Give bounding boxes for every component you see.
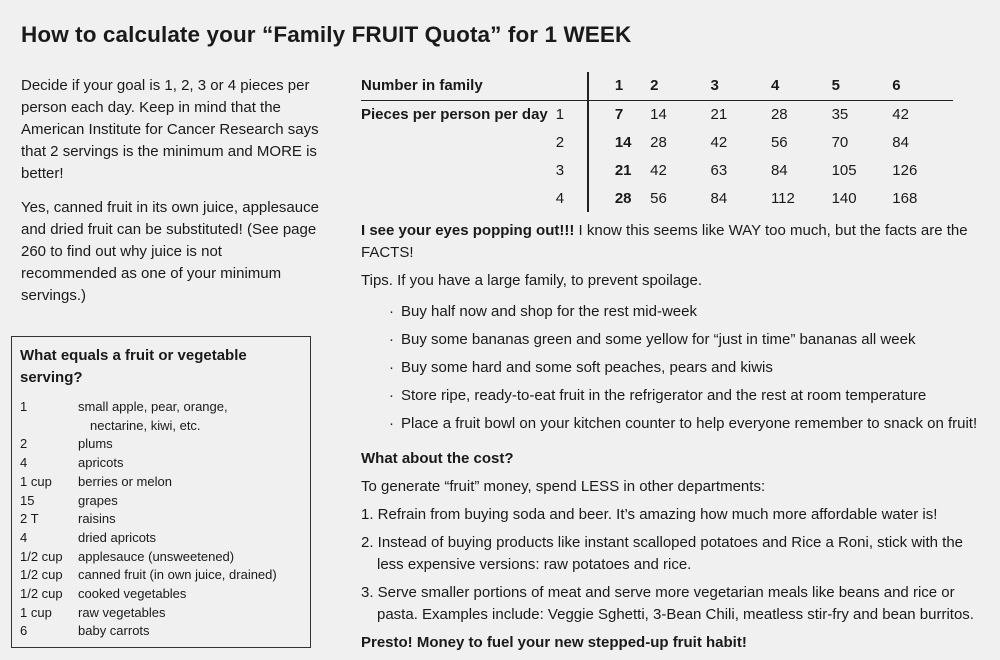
serving-item-text: applesauce (unsweetened) <box>78 548 235 564</box>
tip-item <box>361 382 991 410</box>
serving-qty: 4 <box>20 529 28 545</box>
tip-text: Buy half now and shop for the rest mid-week <box>401 303 697 320</box>
serving-qty: 6 <box>20 623 28 639</box>
quota-table <box>361 72 953 212</box>
serving-item <box>78 548 310 567</box>
quota-cell: 42 <box>650 161 667 179</box>
serving-item <box>78 529 310 548</box>
bullet-icon: · <box>389 387 394 404</box>
quota-row <box>361 128 953 156</box>
serving-qty: 1/2 cup <box>20 586 63 602</box>
serving-item-text: plums <box>78 436 113 452</box>
quota-cell: 28 <box>650 133 667 151</box>
serving-item <box>78 435 310 454</box>
quota-cell: 126 <box>892 161 918 179</box>
page-title: How to calculate your “Family FRUIT Quota” for 1 WEEK <box>21 22 632 47</box>
cost-step: 2. Instead of buying products like instant scalloped potatoes and Rice a Roni, stick with the less expensive versions: raw potatoes and rice. <box>361 534 964 573</box>
serving-item <box>78 473 310 492</box>
cost-step: 3. Serve smaller portions of meat and serve more vegetarian meals like beans and rice or pasta. Examples include: Veggie Sghetti, 3-Bean Chili, meatless stir-fry and bean burritos. <box>361 584 974 623</box>
quota-cell: 105 <box>831 161 857 179</box>
serving-list <box>20 398 310 641</box>
quota-cell: 21 <box>710 105 728 123</box>
serving-qty: 1/2 cup <box>20 548 63 564</box>
serving-item-text: raw vegetables <box>78 604 166 620</box>
cost-steps <box>361 504 991 626</box>
per-day-value: 4 <box>555 189 565 207</box>
quota-cell: 14 <box>650 105 667 123</box>
family-size-header: 3 <box>711 72 771 100</box>
tip-text: Buy some hard and some soft peaches, pears and kiwis <box>401 359 773 376</box>
substitution-paragraph: Yes, canned fruit in its own juice, applesauce and dried fruit can be substituted! (See page 260 to find out why juice is not recommended as one of your minimum servings.) <box>21 199 319 304</box>
family-size-header: 4 <box>771 72 832 100</box>
serving-qty: 1/2 cup <box>20 567 63 583</box>
serving-qty: 1 <box>20 399 28 414</box>
quota-cell: 28 <box>588 184 650 212</box>
row-label <box>361 184 556 212</box>
serving-row <box>20 435 310 454</box>
serving-row <box>20 398 310 435</box>
header-label: Number in family <box>361 72 588 100</box>
serving-item-text: dried apricots <box>78 529 157 545</box>
quota-row <box>361 184 953 212</box>
serving-item-text: raisins <box>78 511 116 527</box>
quota-row <box>361 156 953 184</box>
quota-cell: 42 <box>892 105 909 123</box>
serving-item-text: baby carrots <box>78 623 150 639</box>
serving-row <box>20 529 310 548</box>
family-size-header: 2 <box>650 72 710 100</box>
popping-note-bold: I see your eyes popping out!!! <box>361 222 575 239</box>
quota-column <box>361 72 991 654</box>
row-label <box>361 156 556 184</box>
quota-row <box>361 100 953 128</box>
cost-heading: What about the cost? <box>361 450 514 467</box>
quota-cell: 63 <box>710 161 728 179</box>
serving-item <box>78 585 310 604</box>
bullet-icon: · <box>389 331 394 348</box>
quota-cell: 84 <box>892 133 909 151</box>
quota-cell: 168 <box>892 189 918 207</box>
tip-item <box>361 326 991 354</box>
serving-heading: What equals a fruit or vegetable serving? <box>20 347 247 386</box>
serving-qty: 1 cup <box>20 473 52 489</box>
serving-row <box>20 510 310 529</box>
serving-item-text: small apple, pear, orange, <box>78 399 228 414</box>
serving-item <box>78 492 310 511</box>
per-day-value: 3 <box>555 161 565 179</box>
goal-paragraph: Decide if your goal is 1, 2, 3 or 4 pieces per person each day. Keep in mind that the American Institute for Cancer Research says that 2 servings is the minimum and MORE is better! <box>21 77 319 182</box>
serving-box <box>11 336 311 648</box>
cost-step: 1. Refrain from buying soda and beer. It’s amazing how much more affordable water is! <box>361 506 938 523</box>
tip-item <box>361 410 991 438</box>
tips-intro: Tips. If you have a large family, to prevent spoilage. <box>361 272 703 289</box>
serving-item <box>78 454 310 473</box>
serving-row <box>20 548 310 567</box>
per-day-value: 2 <box>555 133 565 151</box>
tip-item <box>361 298 991 326</box>
serving-item-text: canned fruit (in own juice, drained) <box>78 567 277 583</box>
quota-cell: 56 <box>770 133 788 151</box>
tip-text: Buy some bananas green and some yellow for “just in time” bananas all week <box>401 331 916 348</box>
tip-text: Store ripe, ready-to-eat fruit in the refrigerator and the rest at room temperature <box>401 387 927 404</box>
quota-cell: 21 <box>588 156 650 184</box>
serving-item <box>78 604 310 623</box>
quota-cell: 70 <box>831 133 849 151</box>
serving-row <box>20 622 310 641</box>
quota-cell: 35 <box>831 105 849 123</box>
family-size-header: 6 <box>892 72 953 100</box>
serving-qty: 2 T <box>20 511 39 527</box>
family-size-header: 1 <box>588 72 650 100</box>
serving-item <box>78 622 310 641</box>
serving-row <box>20 604 310 623</box>
row-label: Pieces per person per day <box>361 105 548 123</box>
serving-row <box>20 566 310 585</box>
popping-note-rest: I know this seems like WAY too much, but the facts are the FACTS! <box>361 222 968 261</box>
row-label <box>361 128 556 156</box>
per-day-value: 1 <box>555 105 565 123</box>
bullet-icon: · <box>389 359 394 376</box>
serving-item <box>78 510 310 529</box>
quota-cell: 112 <box>770 189 795 207</box>
quota-cell: 42 <box>710 133 728 151</box>
serving-item <box>78 566 310 585</box>
quota-cell: 7 <box>588 100 650 128</box>
serving-row <box>20 473 310 492</box>
serving-qty: 1 cup <box>20 604 52 620</box>
serving-row <box>20 585 310 604</box>
serving-qty: 15 <box>20 492 35 508</box>
serving-item-text: cooked vegetables <box>78 586 187 602</box>
tip-item <box>361 354 991 382</box>
quota-cell: 84 <box>770 161 788 179</box>
serving-item-text-cont: nectarine, kiwi, etc. <box>90 417 201 433</box>
quota-table-body <box>361 100 953 212</box>
quota-table-header <box>361 72 953 100</box>
quota-cell: 28 <box>770 105 788 123</box>
serving-row <box>20 454 310 473</box>
serving-qty: 2 <box>20 436 28 452</box>
serving-row <box>20 492 310 511</box>
tips-list <box>361 298 991 438</box>
popping-note <box>361 220 991 264</box>
serving-item-text: apricots <box>78 455 124 471</box>
bullet-icon: · <box>389 303 394 320</box>
quota-cell: 14 <box>588 128 650 156</box>
intro-column <box>21 75 321 319</box>
quota-cell: 140 <box>831 189 857 207</box>
bullet-icon: · <box>389 415 394 432</box>
cost-intro: To generate “fruit” money, spend LESS in other departments: <box>361 478 766 495</box>
family-size-header: 5 <box>832 72 893 100</box>
serving-item <box>78 398 310 435</box>
serving-item-text: grapes <box>78 492 118 508</box>
quota-cell: 84 <box>710 189 728 207</box>
presto-line: Presto! Money to fuel your new stepped-up fruit habit! <box>361 634 747 651</box>
tip-text: Place a fruit bowl on your kitchen counter to help everyone remember to snack on fruit! <box>401 415 978 432</box>
serving-qty: 4 <box>20 455 28 471</box>
quota-cell: 56 <box>650 189 667 207</box>
serving-item-text: berries or melon <box>78 473 172 489</box>
